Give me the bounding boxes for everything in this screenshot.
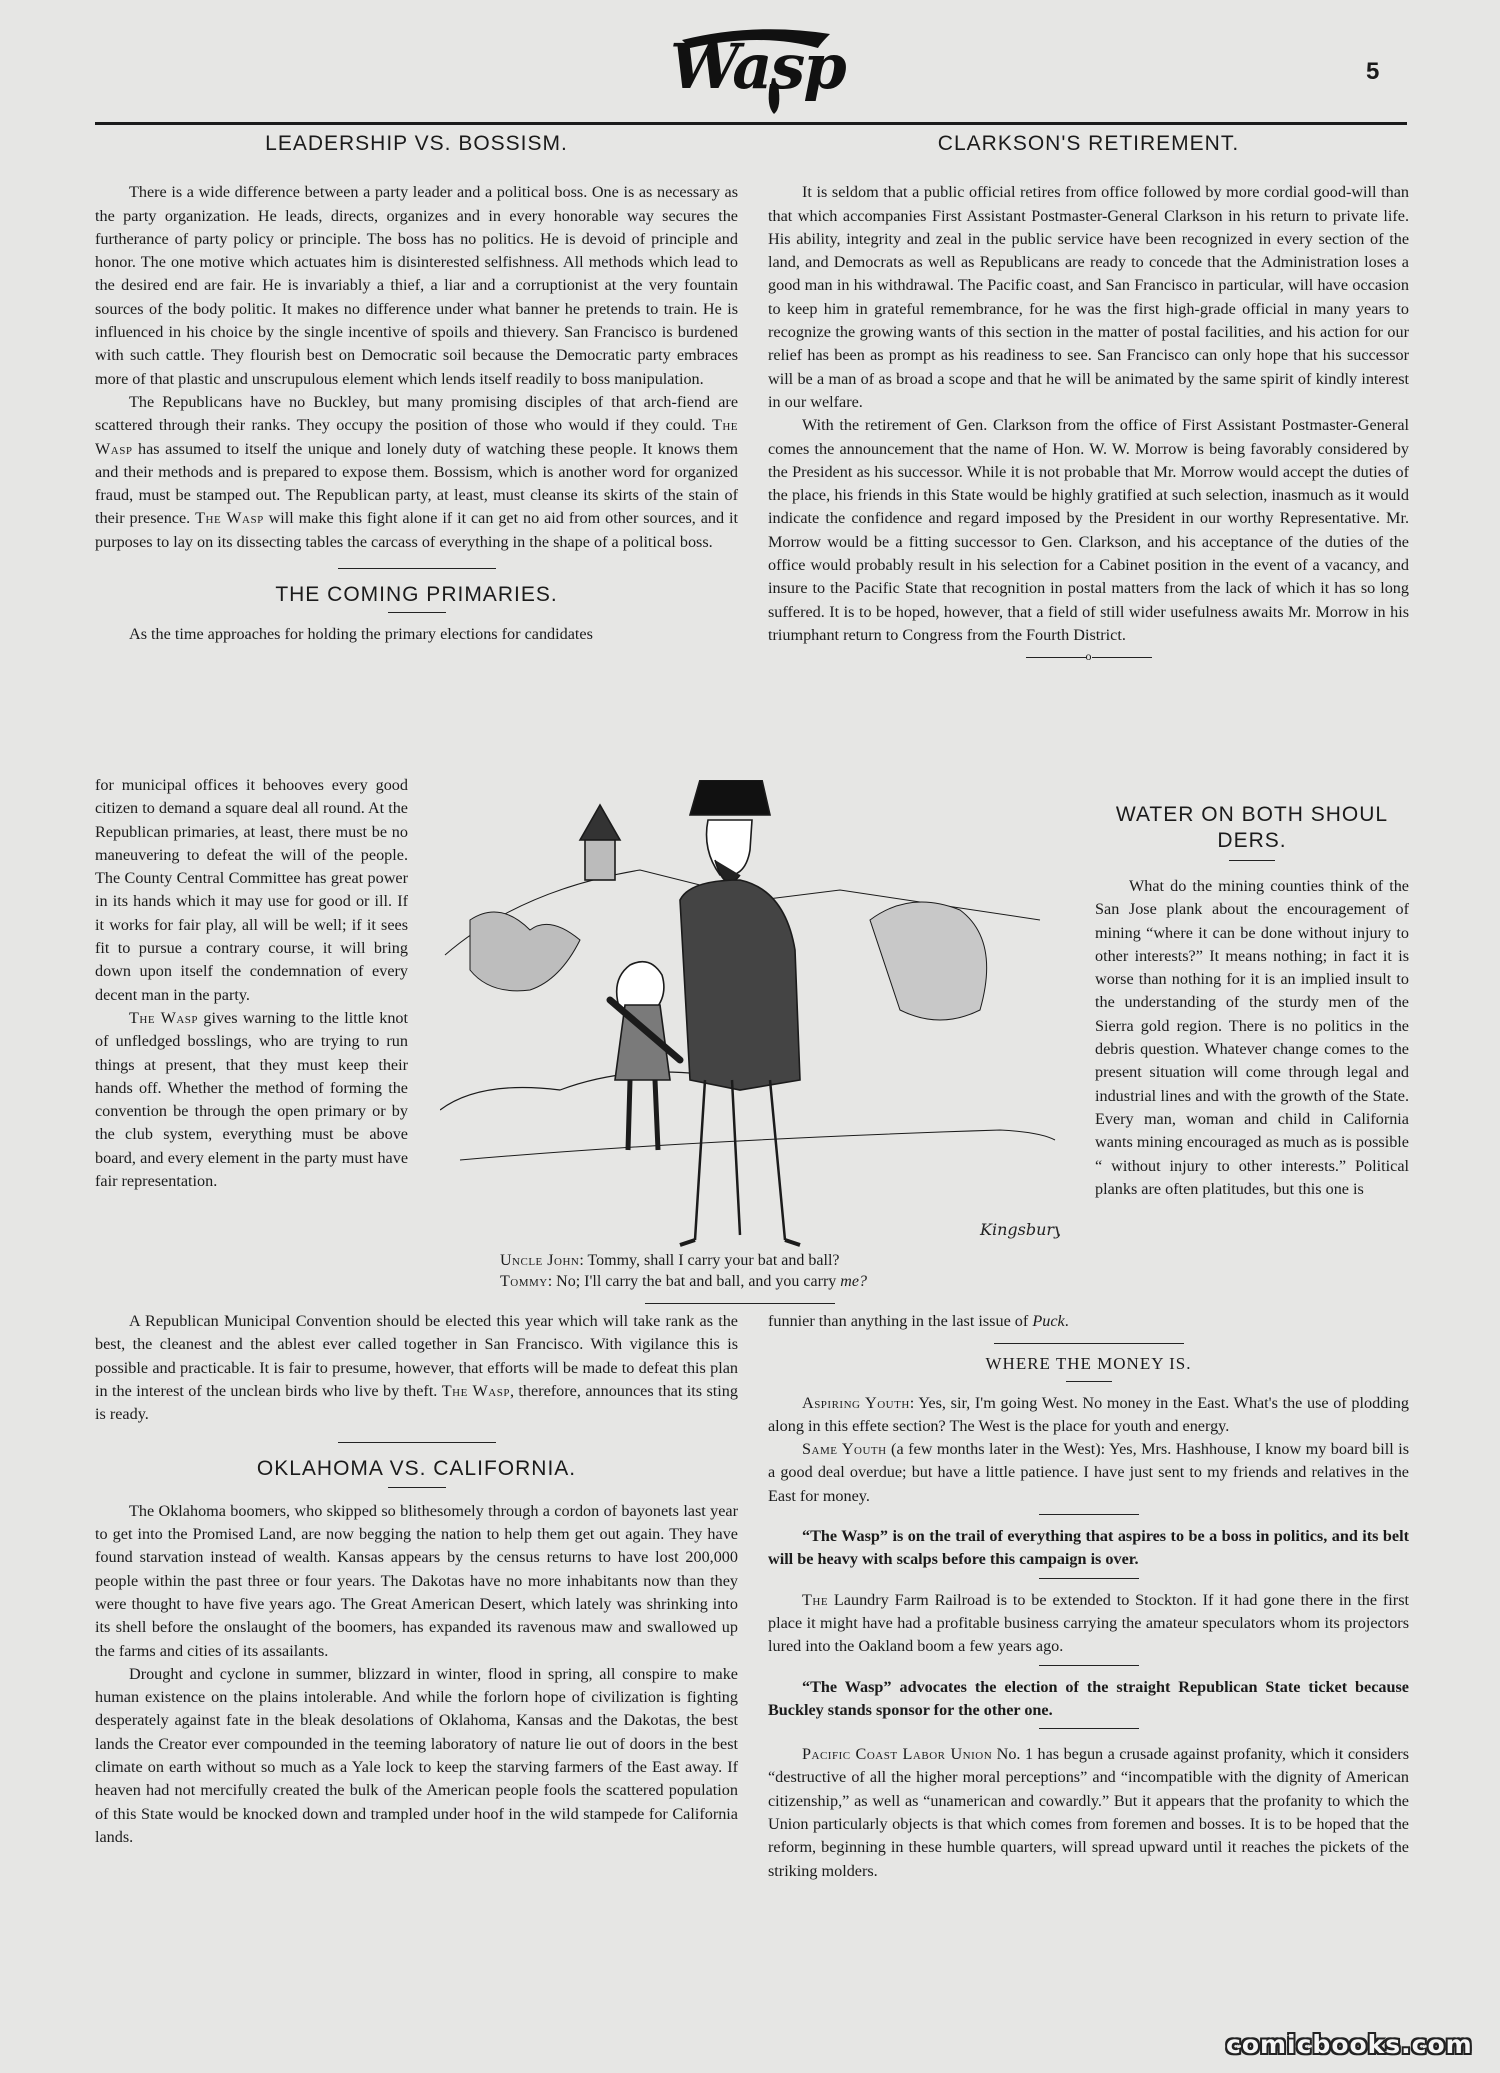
clarkson-paragraph-2: With the retirement of Gen. Clarkson from the office of First Assistant Postmaster-General comes the announcement that the name of Hon. W. W. Morrow is being favorably considered by the President as his successor. While it is not probable that Mr. Morrow would accept the duties of the place, his friends in this State would be highly gratified at such selection, inasmuch as it would indicate the confidence and regard imposed by the President in our worthy Representative. Mr. Morrow would be a fitting successor to Gen. Clarkson, and his acceptance of the duties of the office would probably result in his selection for a Cabinet position in the event of a vacancy, and insure to the Pacific State that recognition in postal matters from the lack of which it has so long suffered. It is to be hoped, however, that a field of still wider usefulness awaits Mr. Morrow in his triumphant return to Congress from the Fourth District. xyxy=(768,416,1409,644)
artist-signature: Kingsbury xyxy=(980,1220,1060,1239)
caption-line-1: Uncle John: Tommy, shall I carry your bat and ball? xyxy=(500,1252,840,1269)
uncle-john-tommy-illustration xyxy=(440,780,1060,1250)
caption-rule xyxy=(645,1303,835,1304)
clarkson-paragraph-1: It is seldom that a public official retires from office followed by more cordial good-will than that which accompanies First Assistant Postmaster-General Clarkson in his return to private life. His ability, integrity and zeal in the public service have been recognized in every section of the land, and Democrats as well as Republicans are ready to concede that the Administration loses a good man in his withdrawal. The Pacific coast, and San Francisco in particular, will have occasion to keep him in grateful remembrance, for he was the first high-grade official in many years to recognize the growing wants of this section in the matter of postal facilities, and his action for our relief has been as prompt as his readiness to see. San Francisco can only hope that his successor will be a man of as broad a scope and that he will be animated by the same spirit of kindly interest in our welfare. xyxy=(768,183,1409,411)
advocates-paragraph: “The Wasp” advocates the election of the straight Republican State ticket because Buckley stands sponsor for the other one. xyxy=(768,1677,1409,1719)
section-divider xyxy=(338,568,496,569)
cartoon-illustration xyxy=(440,780,1060,1250)
money-paragraph-2: Same Youth (a few months later in the West): Yes, Mrs. Hashhouse, I know my board bill is a good deal overdue; but have a little patience. I have just sent to my friends and relatives in the East for money. xyxy=(768,1440,1409,1505)
leadership-paragraph-2: The Republicans have no Buckley, but many promising disciples of that arch-fiend are scattered through their ranks. They occupy the position of those who would if they could. The Wasp has assumed to itself the unique and lonely duty of watching these people. It knows them and their methods and is prepared to expose them. Bossism, which is another word for organized fraud, must be stamped out. The Republican party, at least, must cleanse its skirts of the stain of their presence. The Wasp will make this fight alone if it can get no aid from other sources, and it purposes to lay on its dissecting tables the carcass of everything in the shape of a political boss. xyxy=(95,392,738,551)
left-column-bottom xyxy=(95,1310,738,1849)
trail-paragraph: “The Wasp” is on the trail of everything that aspires to be a boss in politics, and its belt will be heavy with scalps before this campaign is over. xyxy=(768,1527,1409,1569)
oklahoma-paragraph-2: Drought and cyclone in summer, blizzard in winter, flood in spring, all conspire to make human existence on the plains intolerable. And while the forlorn hope of civilization is fighting desperately against fate in the bleak desolations of Oklahoma, Kansas and the Dakotas, the best lands the Creator ever compounded in the teeming laboratory of nature lie out of doors in the best climate on earth without so much as a Yale lock to keep the starving farmers of the East away. If heaven had not mercifully created the bulk of the American people fools the scattered population of this State would be knocked down and trampled under hoof in the wild stampede for California lands. xyxy=(95,1664,738,1846)
primaries-paragraph-2: The Wasp gives warning to the little knot of unfledged bosslings, who are trying to run things at present, that they must keep their hands off. Whether the method of forming the convention be through the open primary or by the club system, everything must be above board, and every element in the party must have fair representation. xyxy=(95,1008,409,1191)
heading-leadership: LEADERSHIP VS. BOSSISM. xyxy=(265,132,568,155)
right-column-top xyxy=(768,132,1409,663)
section-divider xyxy=(338,1442,496,1443)
leadership-paragraph-1: There is a wide difference between a party leader and a political boss. One is as necessary as the party organization. He leads, directs, organizes and in every honorable way secures the furtherance of party policy or principle. The boss has no politics. He is devoid of principle and honor. The one motive which actuates him is disinterested selfishness. All methods which lead to the desired end are fair. He is invariably a thief, a liar and a corruptionist at the very fountain sources of the body politic. It makes no difference under what banner he pretends to train. He is influenced in his choice by the single incentive of spoils and thievery. San Francisco is burdened with such cattle. They flourish best on Democratic soil because the Democratic party embraces more of that plastic and unscrupulous element which lends itself readily to boss manipulation. xyxy=(95,183,738,388)
heading-clarkson: CLARKSON'S RETIREMENT. xyxy=(937,132,1240,155)
oklahoma-paragraph-1: The Oklahoma boomers, who skipped so blithesomely through a cordon of bayonets last year to get into the Promised Land, are now begging the nation to help them get out again. They have found starvation instead of wealth. Kansas appears by the census returns to have lost 200,000 people within the past three or four years. The Dakotas have no more inhabitants now than they were thought to have five years ago. The Great American Desert, which lately was shrinking into its shell before the onslaught of the boomers, has expanded its ravenous maw and swallowed up the farms and cities of its assailants. xyxy=(95,1501,738,1660)
heading-underline xyxy=(388,612,446,613)
laundry-paragraph: The Laundry Farm Railroad is to be extended to Stockton. If it had gone there in the first place it might have had a profitable business carrying the amateur speculators whom its projectors lured into the Oakland boom a few years ago. xyxy=(768,1590,1409,1656)
section-divider xyxy=(1039,1514,1139,1515)
left-column-top xyxy=(95,132,738,647)
watermark: comicbooks.com xyxy=(1226,2030,1473,2059)
masthead-logo xyxy=(670,18,845,118)
primaries-intro-line: As the time approaches for holding the primary elections for candidates xyxy=(129,625,593,644)
heading-primaries: THE COMING PRIMARIES. xyxy=(275,583,558,607)
heading-water-line-2: DERS. xyxy=(1217,829,1287,852)
right-column-narrow xyxy=(1095,802,1409,1201)
heading-water-line-1: WATER ON BOTH SHOUL xyxy=(1115,803,1389,826)
left-column-narrow xyxy=(95,774,408,1193)
right-column-bottom xyxy=(768,1310,1409,1883)
heading-oklahoma: OKLAHOMA VS. CALIFORNIA. xyxy=(256,1457,577,1481)
heading-money: WHERE THE MONEY IS. xyxy=(985,1354,1192,1374)
top-rule xyxy=(95,122,1407,125)
money-paragraph-1: Aspiring Youth: Yes, sir, I'm going West. No money in the East. What's the use of plodding along in this effete section? The West is the place for youth and energy. xyxy=(768,1393,1409,1435)
labor-paragraph: Pacific Coast Labor Union No. 1 has begun a crusade against profanity, which it considers “destructive of all the higher moral perceptions” and “incompatible with the dignity of American citizenship,” as well as “unamerican and cowardly.” But it appears that the profanity to which the Union particularly objects is that which comes from foremen and bosses. It is to be hoped that the reform, beginning in these humble quarters, will spread upward until it reaches the pickets of the striking molders. xyxy=(768,1745,1409,1880)
primaries-paragraph-1: for municipal offices it behooves every good citizen to demand a square deal all round. At the Republican primaries, at least, there must be no maneuvering to defeat the will of the people. The County Central Committee has great power in its hands which it may use for good or ill. If it works for fair play, all will be well; if it sees fit to pursue a contrary course, it will bring down upon itself the condemnation of every decent man in the party. xyxy=(95,776,408,1004)
page-number: 5 xyxy=(1366,58,1380,85)
section-divider xyxy=(1039,1728,1139,1729)
section-divider xyxy=(1039,1665,1139,1666)
masthead-title: Wasp xyxy=(670,30,845,103)
divider-o: o xyxy=(768,649,1409,663)
caption-line-2: Tommy: No; I'll carry the bat and ball, and you carry me? xyxy=(500,1273,867,1290)
cartoon-caption xyxy=(500,1250,1060,1292)
section-divider xyxy=(1039,1578,1139,1579)
water-paragraph-continued: funnier than anything in the last issue of Puck. xyxy=(768,1312,1069,1330)
primaries-paragraph-3: A Republican Municipal Convention should be elected this year which will take rank as the best, the cleanest and the ablest ever called together in San Francisco. With vigilance this is possible and practicable. It is fair to presume, however, that efforts will be made to defeat this plan in the interest of the unclean birds who live by theft. The Wasp, therefore, announces that its sting is ready. xyxy=(95,1312,738,1424)
section-divider xyxy=(994,1343,1184,1344)
water-paragraph: What do the mining counties think of the San Jose plank about the encouragement of mining “where it can be done without injury to other interests?” It means nothing; in fact it is worse than nothing for it is an implied insult to the understanding of the sturdy men of the Sierra gold region. There is no politics in the debris question. Whatever change comes to the present situation will come through legal and industrial lines and with the growth of the State. Every man, woman and child in California wants mining encouraged as much as is possible “ without injury to other interests.” Political planks are often platitudes, but this one is xyxy=(1095,877,1409,1198)
